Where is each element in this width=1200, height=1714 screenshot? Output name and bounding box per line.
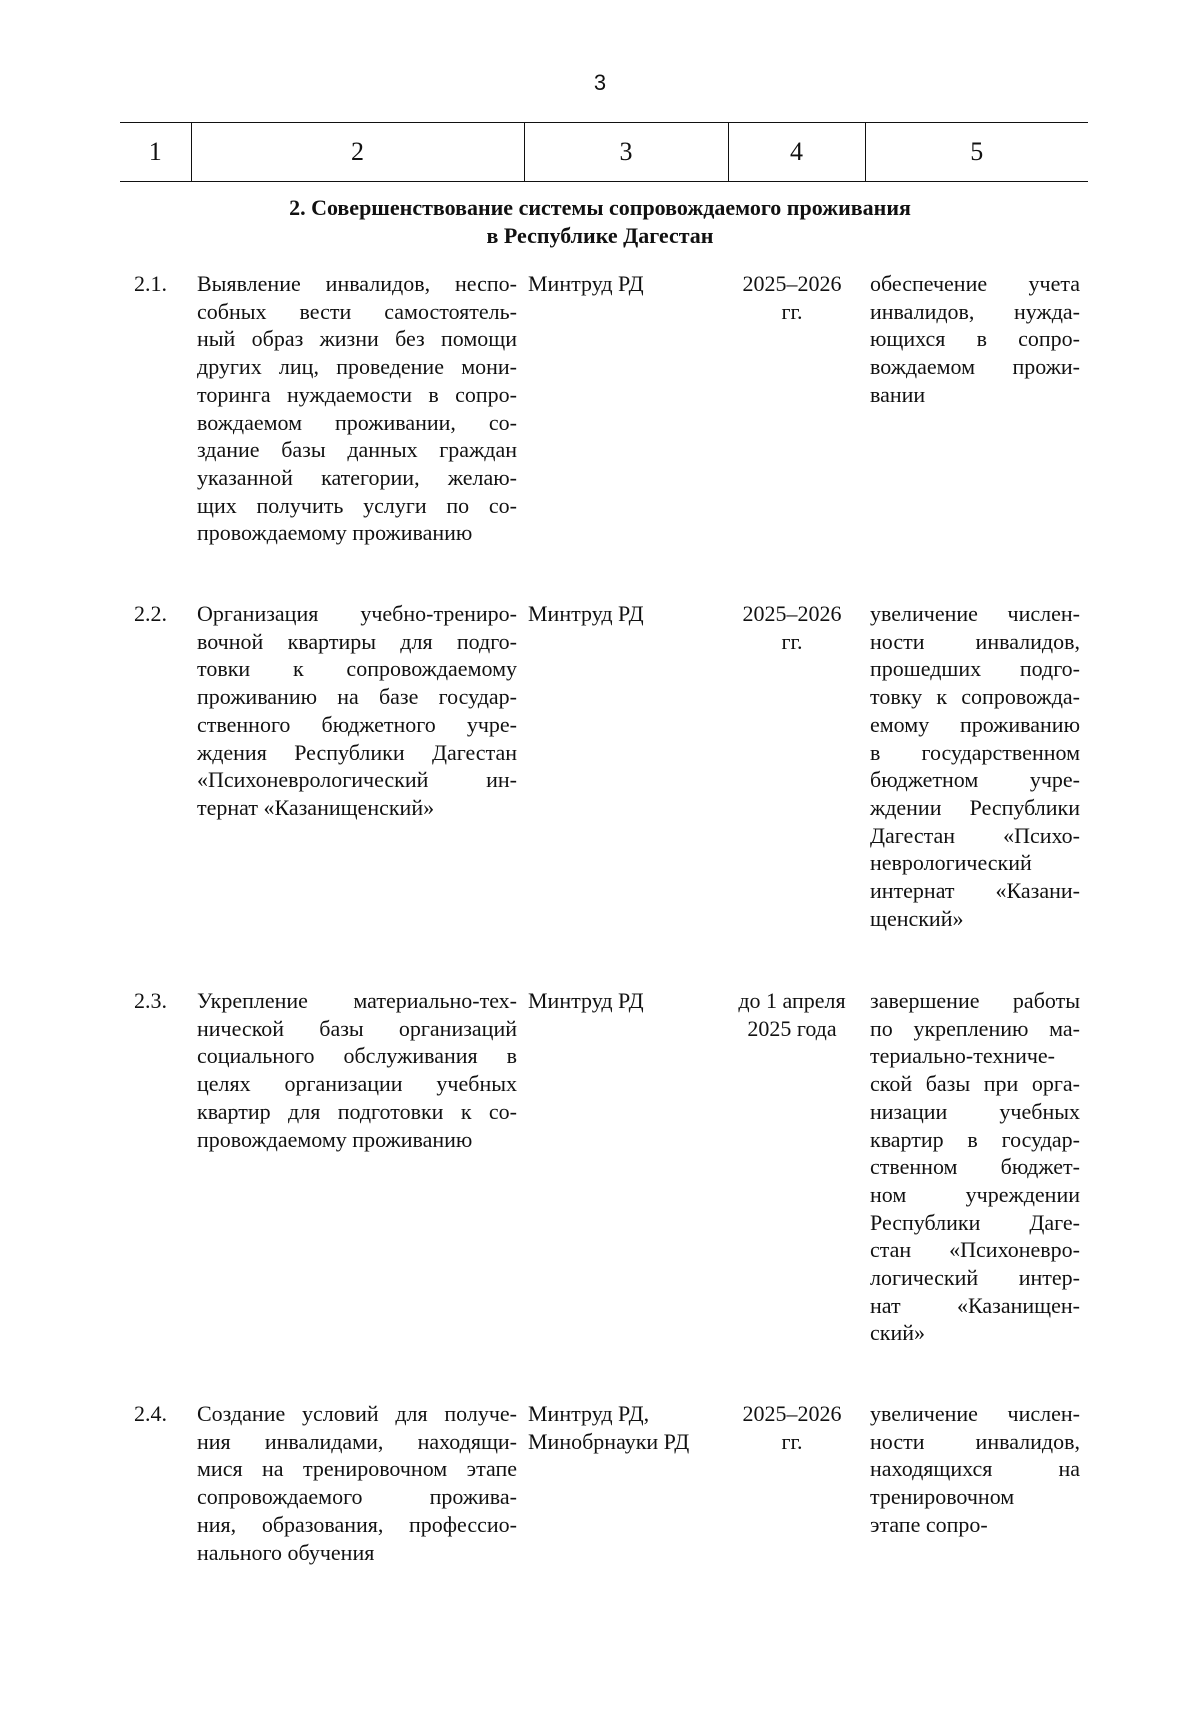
- text-line: ский»: [870, 1320, 925, 1346]
- text-line: ния, образования, профессио-: [197, 1511, 517, 1537]
- page-number: 3: [593, 70, 607, 95]
- row-description: [197, 600, 517, 822]
- text-line: териально-техниче-: [870, 1043, 1056, 1069]
- text-line: Укрепление материально-тех-: [197, 988, 517, 1013]
- text-line: гг.: [781, 628, 803, 654]
- text-line: ности инвалидов,: [870, 1428, 1080, 1454]
- row-executor: [528, 600, 728, 628]
- text-line: ном учреждении: [870, 1181, 1080, 1207]
- row-result: [870, 987, 1080, 1347]
- text-line: Минтруд РД: [528, 271, 644, 296]
- text-line: вочной квартиры для подго-: [197, 628, 517, 654]
- text-line: увеличение числен-: [870, 1401, 1080, 1426]
- text-line: ственном бюджет-: [870, 1154, 1080, 1180]
- text-line: 2025 года: [747, 1015, 837, 1041]
- text-line: в государственном: [870, 739, 1080, 765]
- row-number: 2.1.: [134, 271, 167, 296]
- text-line: гг.: [781, 298, 803, 324]
- column-header-4: 4: [728, 123, 865, 182]
- text-line: прошедших подго-: [870, 656, 1080, 682]
- text-line: «Психоневрологический ин-: [197, 767, 517, 793]
- text-line: указанной категории, желаю-: [197, 464, 517, 490]
- text-line: ния инвалидами, находящи-: [197, 1428, 517, 1454]
- text-line: Организация учебно-трениро-: [197, 601, 517, 626]
- row-result: [870, 1400, 1080, 1539]
- text-line: ственного бюджетного учре-: [197, 711, 517, 737]
- text-line: торинга нуждаемости в сопро-: [197, 381, 517, 407]
- text-line: провождаемому проживанию: [197, 520, 473, 546]
- text-line: собных вести самостоятель-: [197, 298, 517, 324]
- text-line: вождаемом прожи-: [870, 354, 1080, 380]
- text-line: до 1 апреля: [738, 988, 846, 1013]
- text-line: квартир в государ-: [870, 1126, 1080, 1152]
- text-line: щих получить услуги по со-: [197, 492, 517, 518]
- text-line: ный образ жизни без помощи: [197, 326, 517, 352]
- text-line: бюджетном учре-: [870, 767, 1080, 793]
- text-line: нального обучения: [197, 1539, 375, 1565]
- text-line: вождаемом проживании, со-: [197, 409, 517, 435]
- row-executor: [528, 270, 728, 298]
- text-line: ющихся в сопро-: [870, 326, 1080, 352]
- text-line: социального обслуживания в: [197, 1043, 517, 1069]
- row-term: [728, 600, 856, 655]
- row-description: [197, 1400, 517, 1566]
- text-line: Минтруд РД: [528, 988, 644, 1013]
- text-line: тренировочном: [870, 1484, 1015, 1510]
- row-executor: [528, 1400, 728, 1455]
- text-line: квартир для подготовки к со-: [197, 1098, 517, 1124]
- text-line: Выявление инвалидов, неспо-: [197, 271, 517, 296]
- text-line: 2025–2026: [742, 601, 842, 626]
- column-header-table: [120, 122, 1088, 182]
- row-description: [197, 270, 517, 547]
- column-header-2: 2: [191, 123, 524, 182]
- column-header-1: 1: [120, 123, 191, 182]
- text-line: ской базы при орга-: [870, 1071, 1080, 1097]
- row-executor: [528, 987, 728, 1015]
- text-line: 2025–2026: [742, 271, 842, 296]
- text-line: здание базы данных граждан: [197, 437, 517, 463]
- column-header-3: 3: [524, 123, 728, 182]
- text-line: целях организации учебных: [197, 1071, 517, 1097]
- text-line: товки к сопровождаемому: [197, 656, 517, 682]
- section-title-line-1: 2. Совершенствование системы сопровождаемого проживания: [289, 195, 911, 220]
- text-line: обеспечение учета: [870, 271, 1080, 296]
- text-line: ждении Республики: [870, 794, 1080, 820]
- text-line: стан «Психоневро-: [870, 1237, 1080, 1263]
- text-line: емому проживанию: [870, 711, 1080, 737]
- column-header-row: [120, 123, 1088, 182]
- text-line: находящихся на: [870, 1456, 1080, 1482]
- text-line: логический интер-: [870, 1265, 1080, 1291]
- text-line: Минобрнауки РД: [528, 1428, 690, 1454]
- text-line: ности инвалидов,: [870, 628, 1080, 654]
- text-line: Республики Даге-: [870, 1209, 1080, 1235]
- text-line: по укреплению ма-: [870, 1015, 1080, 1041]
- text-line: неврологический: [870, 850, 1032, 876]
- text-line: увеличение числен-: [870, 601, 1080, 626]
- text-line: нат «Казанищен-: [870, 1292, 1080, 1318]
- text-line: Дагестан «Психо-: [870, 822, 1080, 848]
- text-line: инвалидов, нужда-: [870, 298, 1080, 324]
- text-line: проживанию на базе государ-: [197, 684, 517, 710]
- section-title: [160, 194, 1040, 250]
- text-line: ждения Республики Дагестан: [197, 739, 517, 765]
- text-line: щенский»: [870, 905, 964, 931]
- text-line: нической базы организаций: [197, 1015, 517, 1041]
- row-term: [728, 270, 856, 325]
- text-line: завершение работы: [870, 988, 1080, 1013]
- column-header-5: 5: [865, 123, 1088, 182]
- text-line: других лиц, проведение мони-: [197, 354, 517, 380]
- row-description: [197, 987, 517, 1153]
- text-line: низации учебных: [870, 1098, 1080, 1124]
- row-result: [870, 270, 1080, 409]
- text-line: сопровождаемого прожива-: [197, 1484, 517, 1510]
- text-line: Минтруд РД: [528, 601, 644, 626]
- row-number: 2.3.: [134, 988, 167, 1013]
- text-line: вании: [870, 381, 926, 407]
- text-line: интернат «Казани-: [870, 878, 1080, 904]
- text-line: товку к сопровожда-: [870, 684, 1080, 710]
- text-line: Минтруд РД,: [528, 1401, 650, 1426]
- row-term: [728, 1400, 856, 1455]
- section-title-line-2: в Республике Дагестан: [486, 223, 714, 248]
- text-line: провождаемому проживанию: [197, 1126, 473, 1152]
- row-number: 2.2.: [134, 601, 167, 626]
- text-line: Создание условий для получе-: [197, 1401, 517, 1426]
- text-line: мися на тренировочном этапе: [197, 1456, 517, 1482]
- text-line: этапе сопро-: [870, 1511, 988, 1537]
- text-line: гг.: [781, 1428, 803, 1454]
- row-number: 2.4.: [134, 1401, 167, 1426]
- text-line: тернат «Казанищенский»: [197, 794, 435, 820]
- text-line: 2025–2026: [742, 1401, 842, 1426]
- row-result: [870, 600, 1080, 932]
- row-term: [728, 987, 856, 1042]
